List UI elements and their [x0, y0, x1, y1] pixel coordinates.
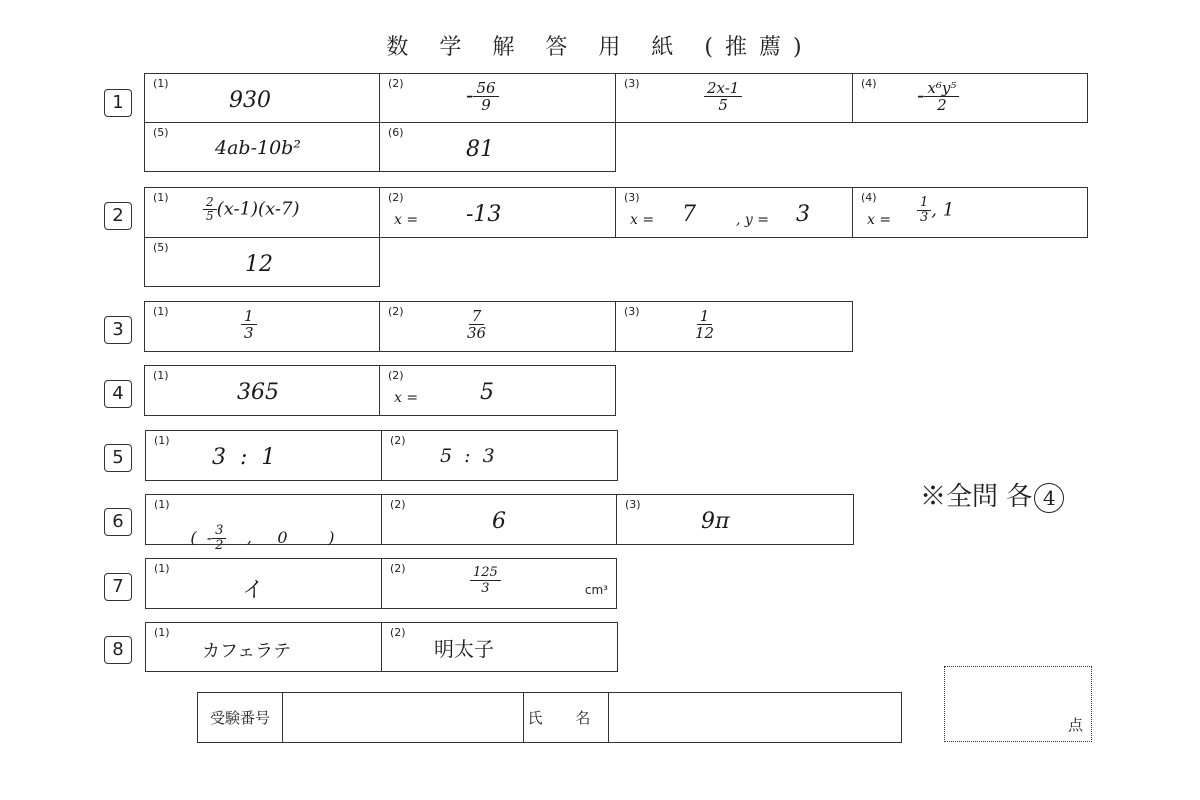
item-index: (4) [861, 77, 877, 90]
item-index: (1) [153, 305, 169, 318]
answer-text: イ [242, 578, 265, 603]
answer-cell-6-2[interactable] [381, 494, 617, 545]
item-index: (1) [154, 498, 170, 511]
score-box[interactable] [944, 666, 1092, 742]
item-index: (1) [154, 434, 170, 447]
answer-fraction [241, 308, 257, 341]
name-label: 氏 名 [524, 693, 609, 742]
answer-text: 365 [237, 380, 279, 405]
question-number-6: 6 [104, 508, 132, 536]
answer-prefix-y: , y = [736, 212, 769, 228]
answer-cell-5-2[interactable] [381, 430, 618, 481]
answer-cell-2-3[interactable] [615, 187, 853, 238]
answer-text: , 0 [246, 528, 288, 547]
denominator: 3 [481, 581, 490, 596]
item-index: (2) [388, 305, 404, 318]
numerator: 1 [241, 308, 257, 325]
item-index: (2) [390, 498, 406, 511]
answer-text: 6 [492, 509, 506, 534]
points-circle: 4 [1034, 483, 1064, 513]
numerator: 1 [917, 196, 931, 211]
answer-cell-7-2[interactable] [381, 558, 617, 609]
denominator: 3 [920, 210, 929, 225]
minus-sign: - [206, 528, 213, 547]
answer-text: 5 : 3 [440, 445, 495, 467]
item-index: (2) [388, 77, 404, 90]
numerator: 2 [203, 196, 217, 210]
answer-prefix: x = [867, 212, 892, 228]
answer-text: 明太子 [434, 637, 494, 661]
denominator: 12 [695, 324, 715, 342]
denominator: 36 [467, 324, 487, 342]
numerator: x⁶y⁵ [924, 80, 959, 97]
item-index: (2) [388, 369, 404, 382]
close-paren: ) [328, 528, 335, 547]
answer-text: (x-1)(x-7) [216, 198, 300, 220]
answer-fraction [464, 308, 489, 341]
answer-cell-5-1[interactable] [145, 430, 382, 481]
item-index: (2) [388, 191, 404, 204]
answer-cell-2-5[interactable] [144, 237, 380, 287]
answer-cell-2-4[interactable] [852, 187, 1088, 238]
answer-fraction [692, 308, 717, 341]
answer-cell-1-3[interactable] [615, 73, 853, 123]
name-field[interactable] [609, 693, 901, 742]
question-number-1: 1 [104, 89, 132, 117]
answer-cell-3-1[interactable] [144, 301, 380, 352]
item-index: (3) [624, 77, 640, 90]
numerator: 2x-1 [704, 80, 742, 97]
answer-fraction [704, 80, 742, 113]
denominator: 2 [937, 96, 947, 114]
item-index: (5) [153, 126, 169, 139]
numerator: 1 [697, 308, 713, 325]
numerator: 56 [473, 80, 498, 97]
answer-text: 12 [245, 252, 273, 277]
answer-expression [203, 196, 299, 223]
numerator: 125 [470, 565, 501, 581]
question-number-8: 8 [104, 636, 132, 664]
grading-note [920, 476, 1064, 513]
answer-cell-8-1[interactable] [145, 622, 382, 672]
answer-text: 81 [466, 137, 494, 162]
item-index: (2) [390, 626, 406, 639]
answer-cell-4-2[interactable] [379, 365, 616, 416]
answer-cell-2-1[interactable] [144, 187, 380, 238]
answer-cell-6-3[interactable] [616, 494, 854, 545]
answer-y: 3 [796, 202, 810, 227]
answer-text: カフェラテ [202, 641, 292, 662]
question-number-2: 2 [104, 202, 132, 230]
item-index: (5) [153, 241, 169, 254]
answer-x: 7 [682, 202, 696, 227]
grading-note-text: ※全問 各 [920, 482, 1033, 512]
open-paren: ( [190, 528, 197, 547]
denominator: 9 [481, 96, 491, 114]
item-index: (4) [861, 191, 877, 204]
item-index: (1) [153, 77, 169, 90]
item-index: (1) [153, 191, 169, 204]
item-index: (1) [154, 562, 170, 575]
item-index: (6) [388, 126, 404, 139]
minus-sign: - [917, 83, 925, 109]
denominator: 5 [718, 96, 728, 114]
answer-text: 4ab-10b² [215, 137, 301, 159]
answer-cell-1-5[interactable] [144, 122, 380, 172]
question-number-3: 3 [104, 316, 132, 344]
item-index: (2) [390, 562, 406, 575]
exam-number-label: 受験番号 [198, 693, 283, 742]
answer-text: 930 [229, 88, 271, 113]
student-info-row [197, 692, 902, 743]
exam-number-field[interactable] [283, 693, 524, 742]
answer-prefix: x = [394, 212, 419, 228]
numerator: 3 [212, 524, 226, 539]
minus-sign: - [466, 83, 474, 109]
answer-text: -13 [466, 202, 502, 227]
answer-cell-3-2[interactable] [379, 301, 616, 352]
answer-prefix: x = [630, 212, 655, 228]
answer-cell-8-2[interactable] [381, 622, 618, 672]
answer-cell-7-1[interactable] [145, 558, 382, 609]
item-index: (2) [390, 434, 406, 447]
item-index: (3) [625, 498, 641, 511]
answer-cell-1-6[interactable] [379, 122, 616, 172]
answer-cell-4-1[interactable] [144, 365, 380, 416]
page-title: 数 学 解 答 用 紙 (推薦) [386, 35, 814, 60]
answer-text: 3 : 1 [212, 445, 276, 470]
answer-text: , 1 [931, 199, 955, 221]
answer-text: 5 [480, 380, 494, 405]
answer-expression [917, 196, 954, 225]
item-index: (1) [153, 369, 169, 382]
denominator: 5 [206, 209, 214, 223]
answer-fraction [470, 565, 501, 596]
answer-text: 9π [701, 509, 730, 534]
answer-prefix: x = [394, 390, 419, 406]
item-index: (3) [624, 191, 640, 204]
item-index: (3) [624, 305, 640, 318]
denominator: 2 [215, 538, 224, 553]
question-number-5: 5 [104, 444, 132, 472]
answer-cell-6-1[interactable] [145, 494, 382, 553]
answer-cell-1-4[interactable] [852, 73, 1088, 123]
answer-fraction [466, 80, 499, 113]
answer-fraction [917, 80, 959, 113]
numerator: 7 [469, 308, 485, 325]
answer-cell-1-2[interactable] [379, 73, 616, 123]
answer-cell-1-1[interactable] [144, 73, 380, 123]
answer-cell-3-3[interactable] [615, 301, 853, 352]
question-number-7: 7 [104, 573, 132, 601]
item-index: (1) [154, 626, 170, 639]
denominator: 3 [244, 324, 254, 342]
answer-cell-2-2[interactable] [379, 187, 616, 238]
question-number-4: 4 [104, 380, 132, 408]
score-label: 点 [1067, 716, 1083, 734]
unit-label: cm³ [584, 583, 608, 597]
